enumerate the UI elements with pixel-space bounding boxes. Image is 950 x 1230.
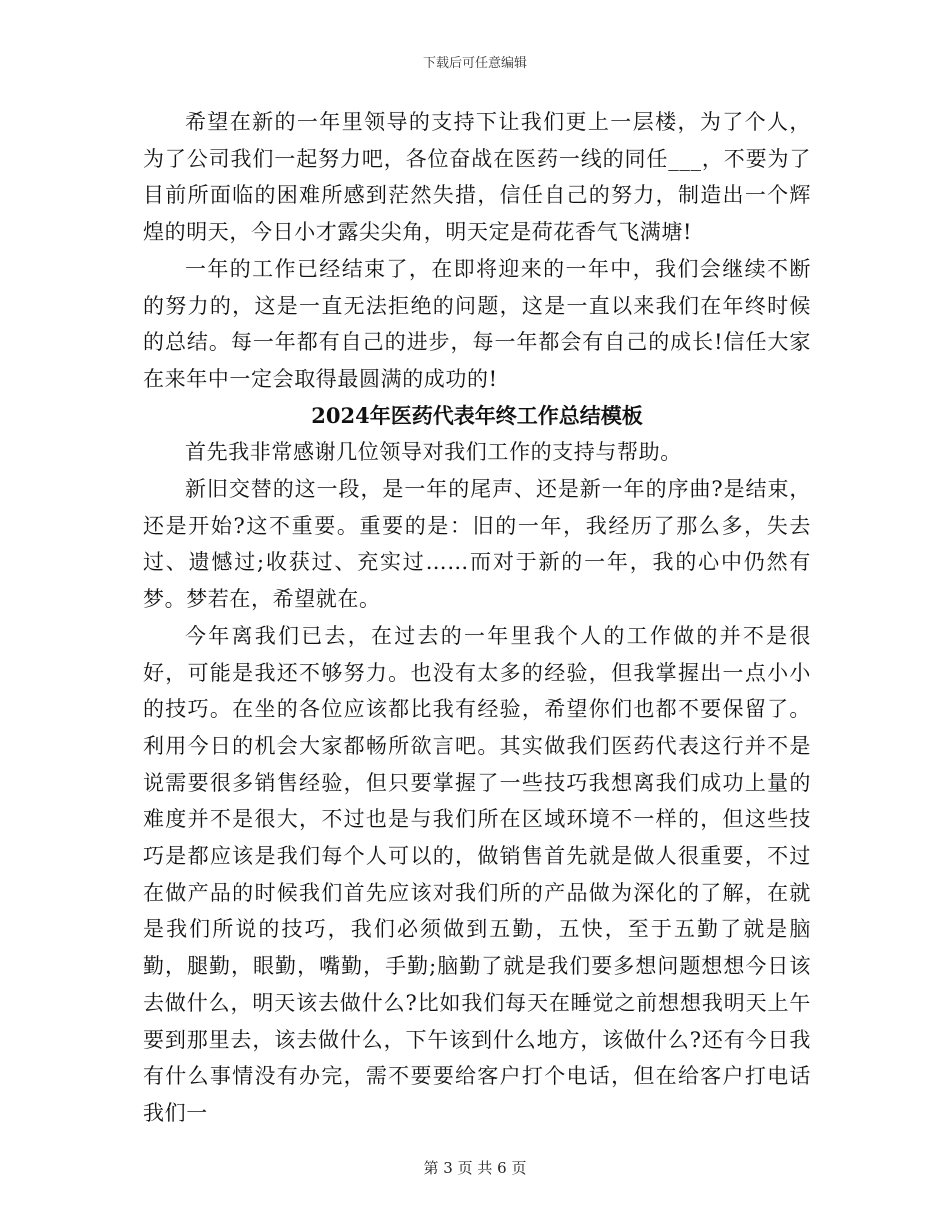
paragraph-thanks: 首先我非常感谢几位领导对我们工作的支持与帮助。 — [185, 440, 682, 465]
section-title: 2024年医药代表年终工作总结模板 — [311, 402, 643, 428]
page-header: 下载后可任意编辑 — [422, 56, 527, 71]
paragraph-closing-wishes: 希望在新的一年里领导的支持下让我们更上一层楼，为了个人，为了公司我们一起努力吧，各位奋战在医药一线的同任___，不要为了目前所面临的困难所感到茫然失措，信任自己的努力，制造出一个辉煌的明天，今日小才露尖尖角，明天定是荷花香气飞满塘! — [143, 110, 811, 245]
document-body — [143, 104, 811, 1132]
paragraph-work-review: 今年离我们已去，在过去的一年里我个人的工作做的并不是很好，可能是我还不够努力。也没有太多的经验，但我掌握出一点小小的技巧。在坐的各位应该都比我有经验，希望你们也都不要保留了。利用今日的机会大家都畅所欲言吧。其实做我们医药代表这行并不是说需要很多销售经验，但只要掌握了一些技巧我想离我们成功上量的难度并不是很大，不过也是与我们所在区域环境不一样的，但这些技巧是都应该是我们每个人可以的，做销售首先就是做人很重要，不过在做产品的时候我们首先应该对我们所的产品做为深化的了解，在就是我们所说的技巧，我们必须做到五勤，五快，至于五勤了就是脑勤，腿勤，眼勤，嘴勤，手勤;脑勤了就是我们要多想问题想想今日该去做什么，明天该去做什么?比如我们每天在睡觉之前想想我明天上午要到那里去，该去做什么，下午该到什么地方，该做什么?还有今日我有什么事情没有办完，需不要要给客户打个电话，但在给客户打电话我们一 — [143, 623, 811, 1125]
paragraph-year-end-summary: 一年的工作已经结束了，在即将迎来的一年中，我们会继续不断的努力的，这是一直无法拒绝的问题，这是一直以来我们在年终时候的总结。每一年都有自己的进步，每一年都会有自己的成长!信任大家在来年中一定会取得最圆满的成功的! — [143, 256, 811, 391]
paragraph-new-year: 新旧交替的这一段，是一年的尾声、还是新一年的序曲?是结束，还是开始?这不重要。重要的是：旧的一年，我经历了那么多，失去过、遗憾过;收获过、充实过……而对于新的一年，我的心中仍然有梦。梦若在，希望就在。 — [143, 477, 811, 612]
page-footer-page-number: 第 3 页 共 6 页 — [423, 1159, 527, 1177]
